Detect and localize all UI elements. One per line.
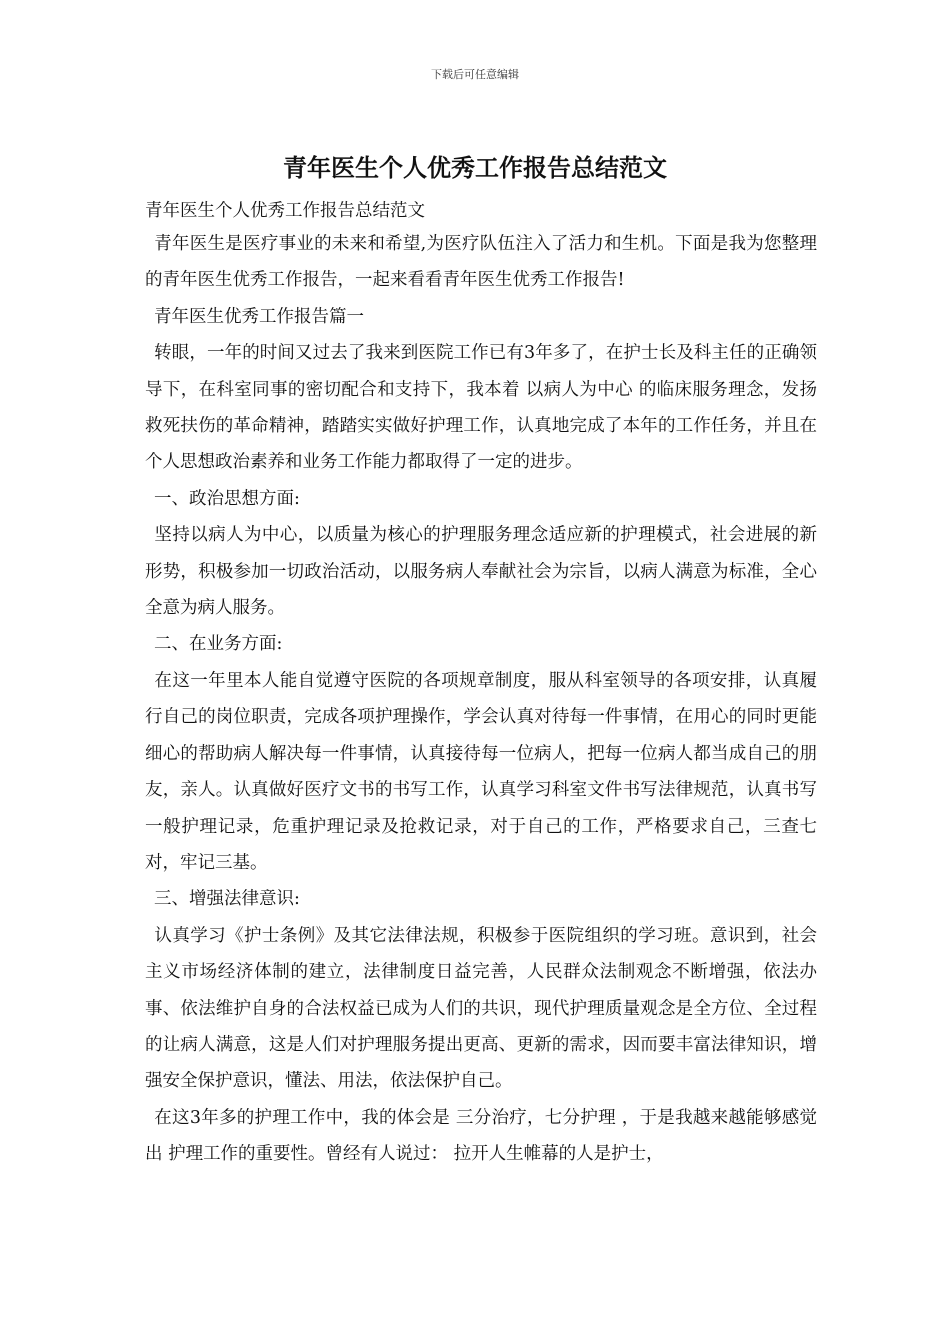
paragraph-business-text: 在这一年里本人能自觉遵守医院的各项规章制度，服从科室领导的各项安排，认真履行自己的岗位职责，完成各项护理操作，学会认真对待每一件事情，在用心的同时更能细心的帮助病人解决每一件事情，认真接待每一位病人，把每一位病人都当成自己的朋友，亲人。认真做好医疗文书的书写工作，认真学习科室文件书写法律规范，认真书写一般护理记录，危重护理记录及抢救记录，对于自己的工作，严格要求自己，三查七对，牢记三基。 [145,670,817,873]
section-heading-text: 青年医生优秀工作报告篇一 [154,306,364,327]
paragraph-overview [145,335,817,481]
paragraph-overview-text: 转眼，一年的时间又过去了我来到医院工作已有3年多了，在护士长及科主任的正确领导下，在科室同事的密切配合和支持下，我本着 以病人为中心 的临床服务理念，发扬救死扶伤的革命精神，踏踏实实做好护理工作，认真地完成了本年的工作任务，并且在个人思想政治素养和业务工作能力都取得了一定的进步。 [145,343,817,473]
paragraph-experience-text: 在这3年多的护理工作中，我的体会是 三分治疗，七分护理 ，于是我越来越能够感觉出 护理工作的重要性。曾经有人说过： 拉开人生帷幕的人是护士， [145,1107,817,1165]
page-header-note: 下载后可任意编辑 [431,68,519,81]
paragraph-intro [145,226,817,299]
heading-law-text: 三、增强法律意识: [154,889,300,910]
document-body [145,196,817,1173]
paragraph-politics-text: 坚持以病人为中心，以质量为核心的护理服务理念适应新的护理模式，社会进展的新形势，积极参加一切政治活动，以服务病人奉献社会为宗旨，以病人满意为标准，全心全意为病人服务。 [145,525,817,619]
paragraph-law-text: 认真学习《护士条例》及其它法律法规，积极参于医院组织的学习班。意识到，社会主义市场经济体制的建立，法律制度日益完善，人民群众法制观念不断增强，依法办事、依法维护自身的合法权益已成为人们的共识，现代护理质量观念是全方位、全过程的让病人满意，这是人们对护理服务提出更高、更新的需求，因而要丰富法律知识，增强安全保护意识，懂法、用法，依法保护自己。 [145,925,817,1092]
paragraph-heading-politics [145,481,817,517]
document-title: 青年医生个人优秀工作报告总结范文 [283,153,667,182]
paragraph-law [145,918,817,1100]
heading-politics-text: 一、政治思想方面: [154,488,300,509]
heading-business-text: 二、在业务方面: [154,634,283,655]
paragraph-business [145,663,817,881]
paragraph-intro-text: 青年医生是医疗事业的未来和希望,为医疗队伍注入了活力和生机。下面是我为您整理的青年医生优秀工作报告，一起来看看青年医生优秀工作报告! [145,234,817,291]
paragraph-heading-business [145,626,817,662]
paragraph-section-heading [145,299,817,335]
paragraph-heading-law [145,881,817,917]
paragraph-experience [145,1100,817,1173]
paragraph-politics [145,517,817,626]
paragraph-subtitle: 青年医生个人优秀工作报告总结范文 [145,201,425,221]
